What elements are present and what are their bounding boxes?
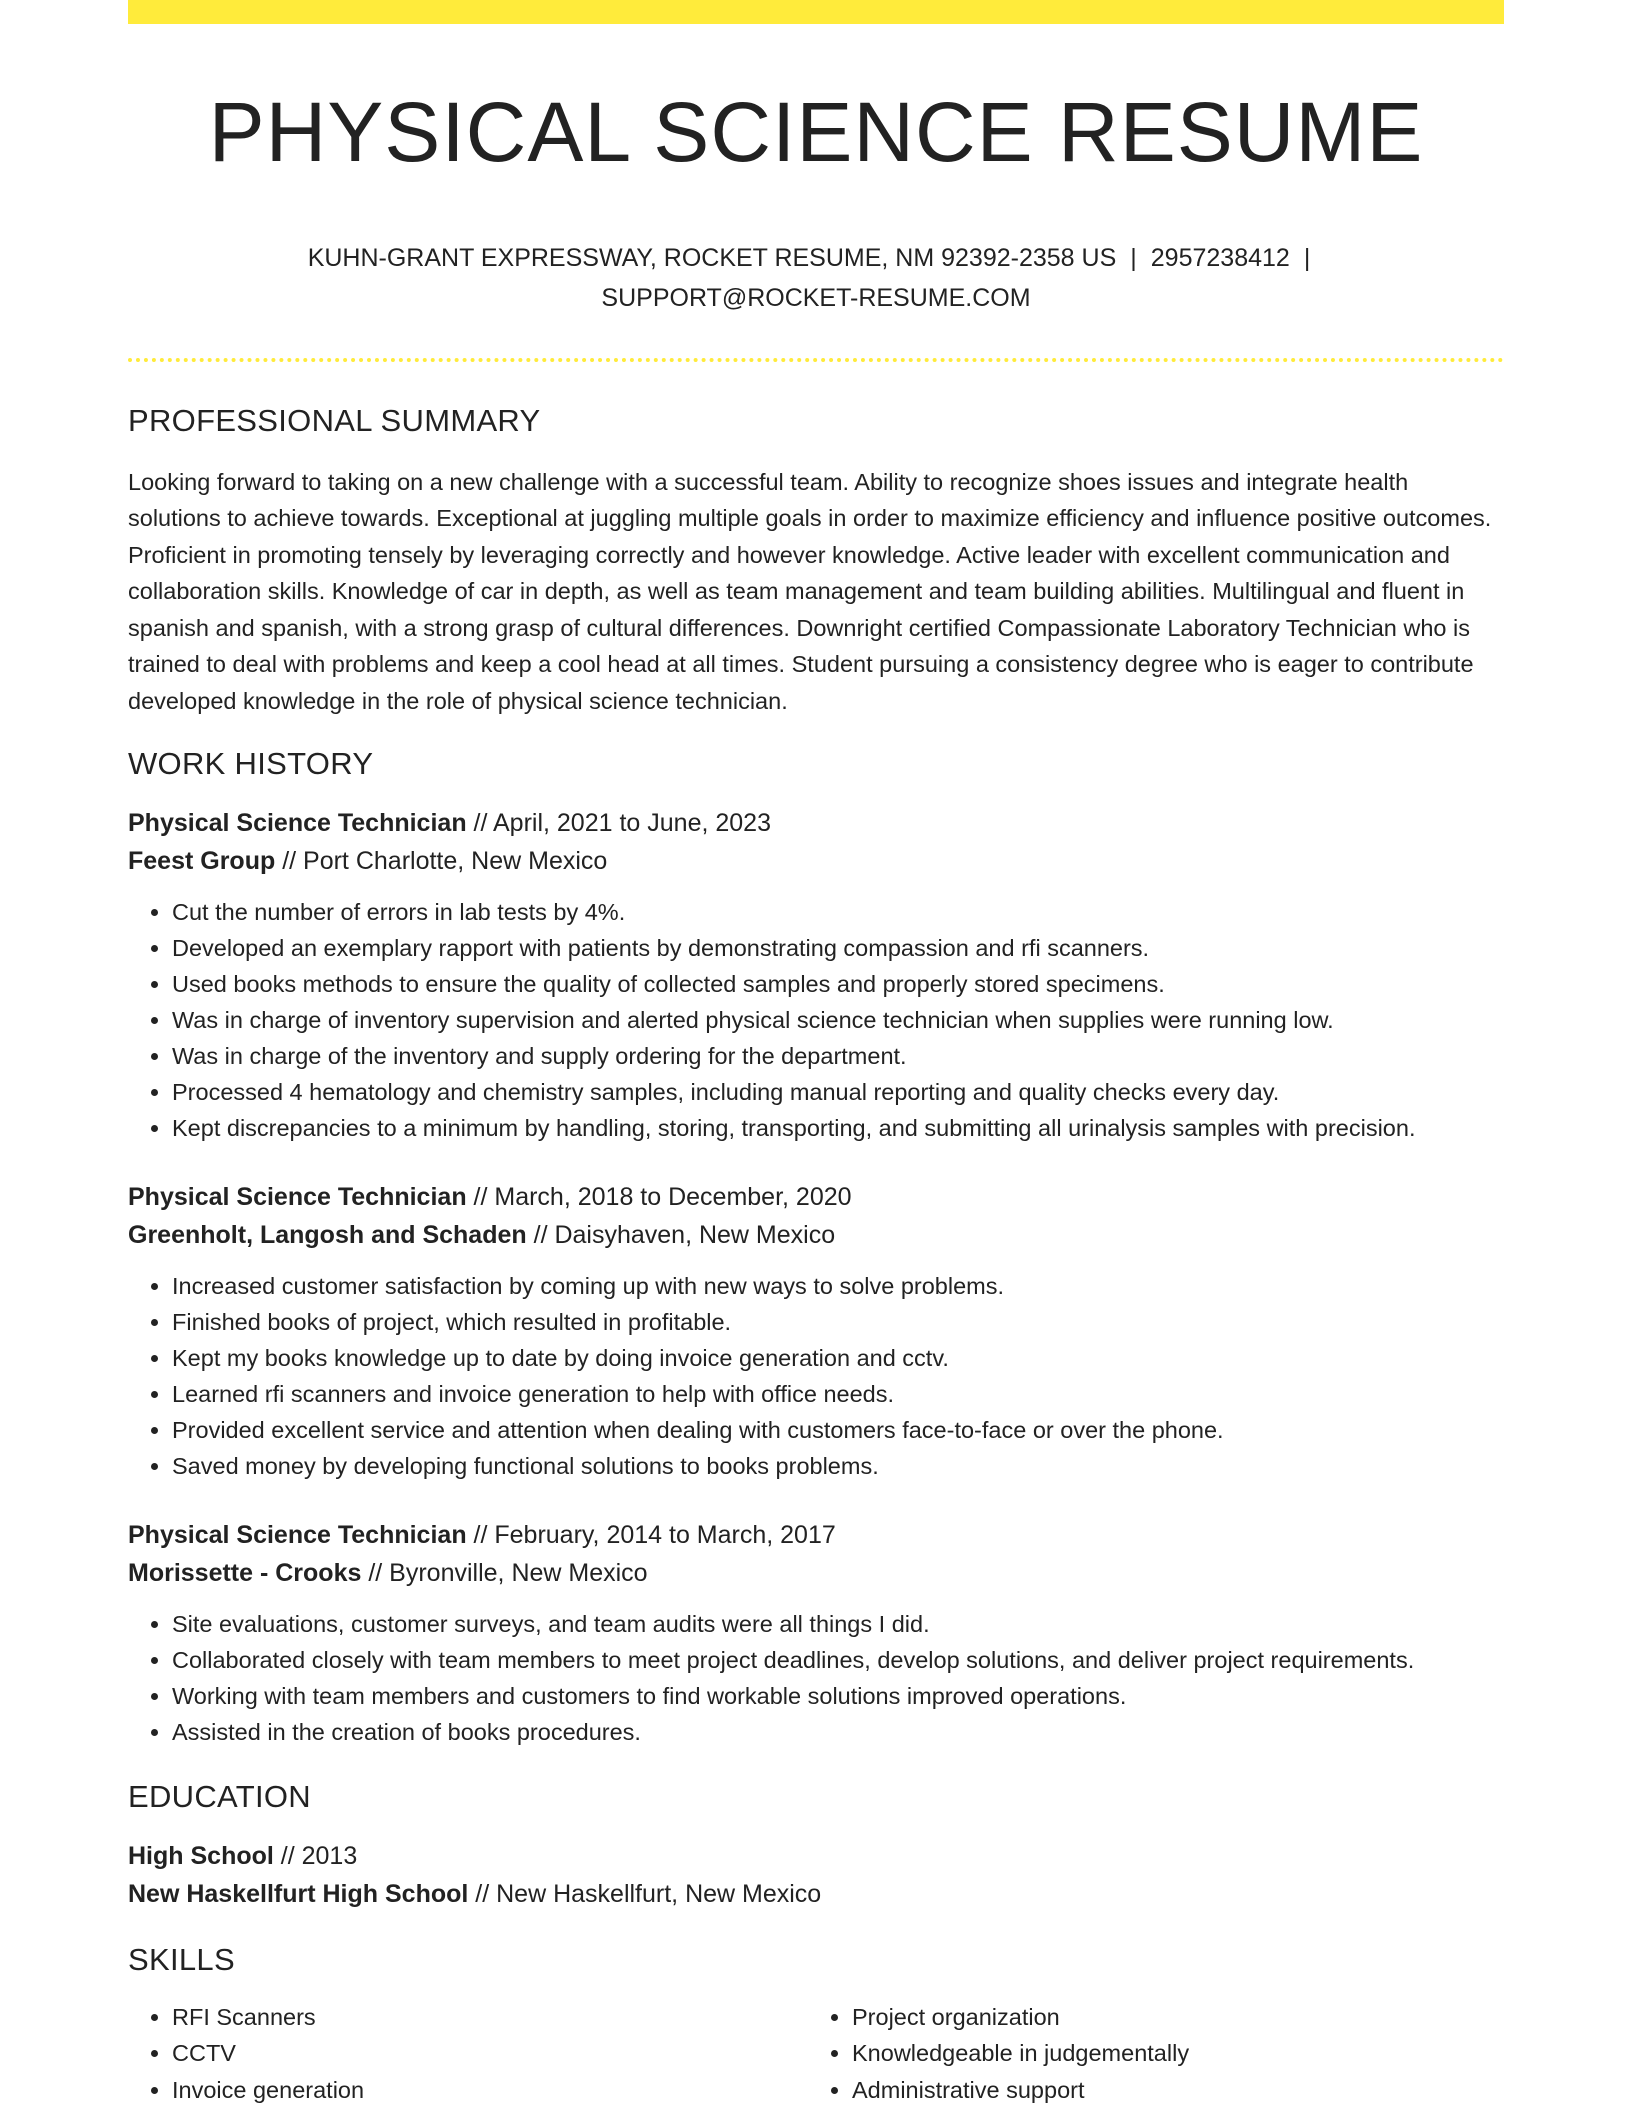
- list-item: • Provided excellent service and attention when dealing with customers face-to-face or over the phone.: [172, 1412, 1504, 1448]
- top-accent-bar: [128, 0, 1504, 24]
- job-company-line: [128, 842, 1504, 880]
- job-bullets: [128, 894, 1504, 1146]
- job-company-line: [128, 1216, 1504, 1254]
- education-degree: High School: [128, 1842, 274, 1871]
- header-divider: [128, 358, 1504, 362]
- contact-address: KUHN-GRANT EXPRESSWAY, ROCKET RESUME, NM 92392-2358 US: [307, 244, 1117, 273]
- skill-item: • Administrative support: [852, 2072, 1488, 2109]
- job-title-line: [128, 1516, 1504, 1554]
- job-bullets: [128, 1268, 1504, 1484]
- list-item: • Cut the number of errors in lab tests by 4%.: [172, 894, 1504, 930]
- job-title: Physical Science Technician: [128, 1183, 467, 1212]
- resume-page: [128, 0, 1504, 2108]
- list-item: • Used books methods to ensure the quality of collected samples and properly stored specimens.: [172, 966, 1504, 1002]
- contact-separator: |: [1303, 244, 1311, 273]
- education-school-line: [128, 1875, 1504, 1913]
- job-entry: [128, 1178, 1504, 1484]
- list-item: • Developed an exemplary rapport with patients by demonstrating compassion and rfi scanners.: [172, 930, 1504, 966]
- list-item: • Collaborated closely with team members to meet project deadlines, develop solutions, and deliver project requirements.: [172, 1642, 1504, 1678]
- list-item: • Kept my books knowledge up to date by doing invoice generation and cctv.: [172, 1340, 1504, 1376]
- job-dates: // April, 2021 to June, 2023: [466, 809, 771, 838]
- job-company-line: [128, 1554, 1504, 1592]
- job-title: Physical Science Technician: [128, 1521, 467, 1550]
- contact-email: SUPPORT@ROCKET-RESUME.COM: [601, 284, 1031, 313]
- list-item: • Site evaluations, customer surveys, and team audits were all things I did.: [172, 1606, 1504, 1642]
- job-entry: [128, 804, 1504, 1146]
- contact-info: [128, 238, 1504, 318]
- job-title-line: [128, 1178, 1504, 1216]
- skill-item: • RFI Scanners: [172, 1999, 808, 2036]
- job-location: // Daisyhaven, New Mexico: [526, 1221, 836, 1250]
- education-school: New Haskellfurt High School: [128, 1880, 469, 1909]
- job-company: Greenholt, Langosh and Schaden: [128, 1221, 527, 1250]
- job-dates: // March, 2018 to December, 2020: [466, 1183, 852, 1212]
- job-entry: [128, 1516, 1504, 1750]
- list-item: • Kept discrepancies to a minimum by handling, storing, transporting, and submitting all urinalysis samples with precision.: [172, 1110, 1504, 1146]
- job-bullets: [128, 1606, 1504, 1750]
- skill-item: • CCTV: [172, 2035, 808, 2072]
- education-entry: [128, 1837, 1504, 1913]
- job-location: // Port Charlotte, New Mexico: [275, 847, 608, 876]
- skill-item: • Knowledgeable in judgementally: [852, 2035, 1488, 2072]
- list-item: • Working with team members and customers to find workable solutions improved operations.: [172, 1678, 1504, 1714]
- summary-text: Looking forward to taking on a new challenge with a successful team. Ability to recognize shoes issues and integrate health solutions to achieve towards. Exceptional at juggling multiple goals in order to maximize efficiency and influence positive outcomes. Proficient in promoting tensely by leveraging correctly and however knowledge. Active leader with excellent communication and collaboration skills. Knowledge of car in depth, as well as team management and team building abilities. Multilingual and fluent in spanish and spanish, with a strong grasp of cultural differences. Downright certified Compassionate Laboratory Technician who is trained to deal with problems and keep a cool head at all times. Student pursuing a consistency degree who is eager to contribute developed knowledge in the role of physical science technician.: [128, 468, 1492, 714]
- list-item: • Learned rfi scanners and invoice generation to help with office needs.: [172, 1376, 1504, 1412]
- list-item: • Was in charge of the inventory and supply ordering for the department.: [172, 1038, 1504, 1074]
- skills-column-right: [808, 1999, 1488, 2109]
- list-item: • Was in charge of inventory supervision and alerted physical science technician when supplies were running low.: [172, 1002, 1504, 1038]
- list-item: • Increased customer satisfaction by coming up with new ways to solve problems.: [172, 1268, 1504, 1304]
- job-dates: // February, 2014 to March, 2017: [466, 1521, 836, 1550]
- job-title: Physical Science Technician: [128, 809, 467, 838]
- list-item: • Finished books of project, which resulted in profitable.: [172, 1304, 1504, 1340]
- job-company: Feest Group: [128, 847, 276, 876]
- education-degree-line: [128, 1837, 1504, 1875]
- list-item: • Saved money by developing functional solutions to books problems.: [172, 1448, 1504, 1484]
- work-history-heading: WORK HISTORY: [128, 746, 374, 782]
- skill-item: • Project organization: [852, 1999, 1488, 2036]
- list-item: • Assisted in the creation of books procedures.: [172, 1714, 1504, 1750]
- contact-phone: 2957238412: [1150, 244, 1290, 273]
- job-company: Morissette - Crooks: [128, 1559, 362, 1588]
- skills-list: [128, 1999, 1504, 2109]
- education-year: // 2013: [273, 1842, 358, 1871]
- skills-heading: SKILLS: [128, 1942, 235, 1978]
- resume-title: PHYSICAL SCIENCE RESUME: [208, 85, 1424, 179]
- job-title-line: [128, 804, 1504, 842]
- list-item: • Processed 4 hematology and chemistry samples, including manual reporting and quality checks every day.: [172, 1074, 1504, 1110]
- education-heading: EDUCATION: [128, 1779, 311, 1815]
- contact-separator: |: [1130, 244, 1137, 273]
- education-location: // New Haskellfurt, New Mexico: [468, 1880, 822, 1909]
- skills-column-left: [128, 1999, 808, 2109]
- skill-item: • Invoice generation: [172, 2072, 808, 2109]
- summary-heading: PROFESSIONAL SUMMARY: [128, 403, 541, 439]
- job-location: // Byronville, New Mexico: [361, 1559, 648, 1588]
